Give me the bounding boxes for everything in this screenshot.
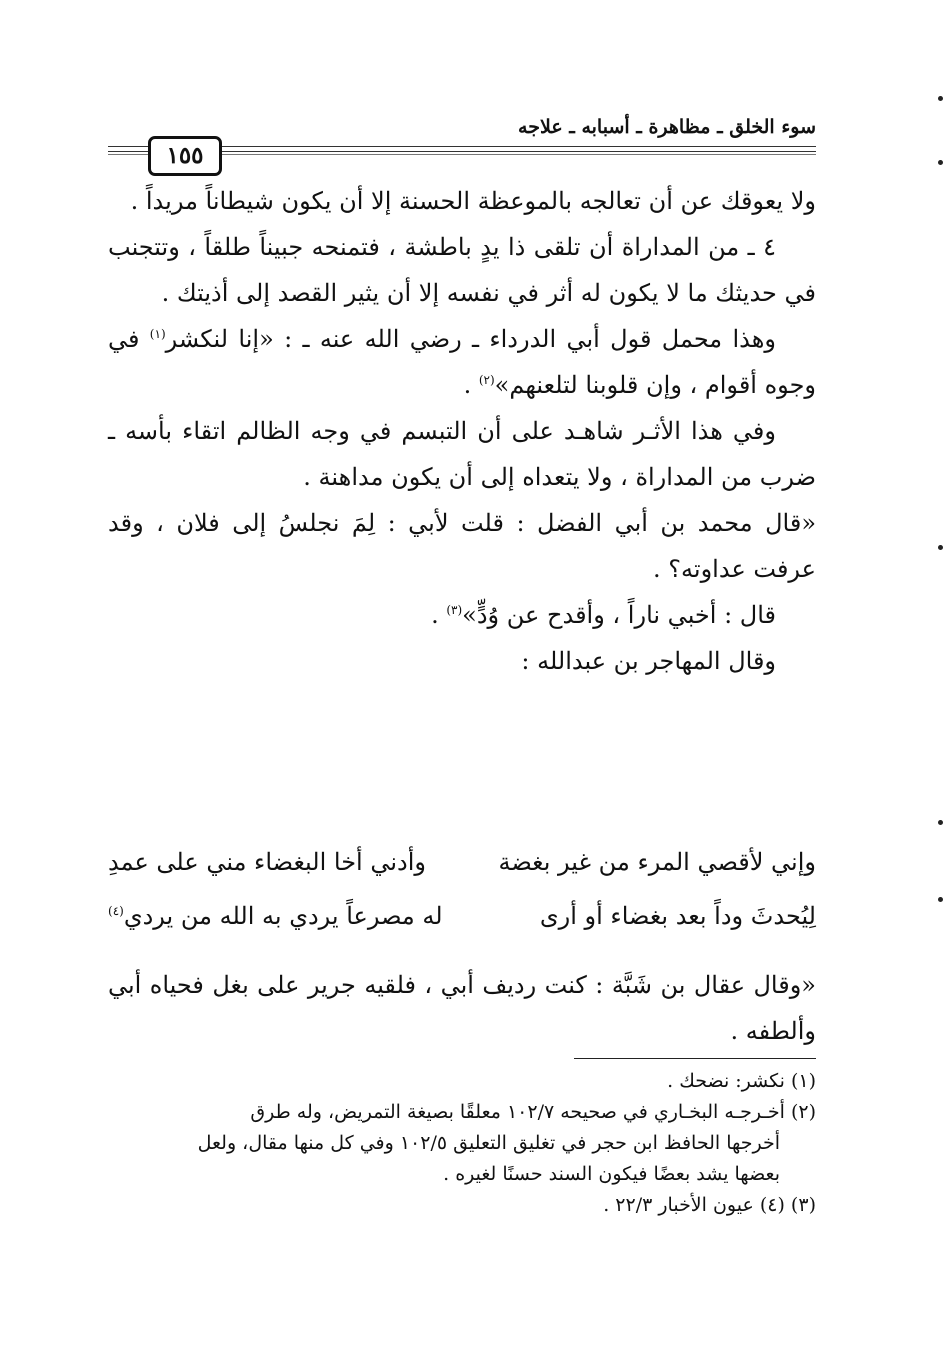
page-number: ١٥٥ [148, 136, 222, 176]
scan-mark [938, 897, 943, 902]
poem-hemistich-first: وإني لأقصي المرء من غير بغضة [498, 848, 816, 876]
quote-text: . [463, 371, 479, 399]
footnote: (٣) (٤) عيون الأخبار ٢٢/٣ . [603, 1194, 816, 1216]
main-text [108, 178, 816, 684]
footnote-ref: (١) [149, 327, 166, 341]
footnote-ref: (٢) [478, 373, 495, 387]
paragraph [108, 316, 816, 408]
footnote: (٢) أخـرجـه البخـاري في صحيحه ١٠٢/٧ معلقًا بصيغة التمريض، وله طرق [250, 1101, 816, 1123]
poem-hemistich-second: وأدني أخا البغضاء مني على عمدِ [108, 848, 426, 876]
quote-text: وهذا محمل قول أبي الدرداء ـ رضي الله عنه ـ : «إنا لنكشر [165, 325, 776, 353]
poem-line [108, 848, 816, 894]
paragraph: وفي هذا الأثـر شاهـد على أن التبسم في وجه الظالم اتقاء بأسه ـ ضرب من المداراة ، ولا يتعداه إلى أن يكون مداهنة . [108, 417, 816, 491]
quote-text: في وجوه أقوام ، وإن قلوبنا لتلعنهم» [108, 325, 816, 399]
footnote-separator [574, 1058, 816, 1059]
paragraph: «وقال عقال بن شَبَّة : كنت رديف أبي ، فلقيه جرير على بغل فحياه أبي وألطفه . [108, 971, 816, 1045]
poem-hemistich-second [108, 902, 443, 930]
paragraph: «قال محمد بن أبي الفضل : قلت لأبي : لِمَ نجلسُ إلى فلان ، وقد عرفت عداوته؟ . [108, 509, 816, 583]
running-title: سوء الخلق ـ مظاهرة ـ أسبابه ـ علاجه [518, 116, 816, 138]
footnote: بعضها يشد بعضًا فيكون السند حسنًا لغيره . [443, 1163, 780, 1185]
paragraph: ٤ ـ من المداراة أن تلقى ذا يدٍ باطشة ، فتمنحه جبيناً طلقاً ، وتتجنب في حديثك ما لا يكون له أثر في نفسه إلا أن يثير القصد إلى أذيتك . [108, 233, 816, 307]
paragraph: وقال المهاجر بن عبدالله : [521, 647, 776, 675]
footnote-ref: (٣) [446, 603, 463, 617]
scan-mark [938, 96, 943, 101]
poem-hemistich-first: لِيُحدثَ وداً بعد بغضاء أو أرى [539, 902, 816, 930]
main-text-continued [108, 962, 816, 1054]
footnote: (١) نكشر: نضحك . [667, 1070, 816, 1092]
footnotes [108, 1066, 816, 1221]
poem-text: له مصرعاً يردي به الله من يردي [123, 902, 443, 930]
footnote-ref: (٤) [108, 904, 124, 918]
quote-text: . [431, 601, 447, 629]
scan-mark [938, 160, 943, 165]
quote-text: قال : أخبي ناراً ، وأقدح عن وُدٍّ» [462, 601, 776, 629]
poem-line [108, 902, 816, 948]
paragraph [108, 592, 816, 638]
scan-mark [938, 820, 943, 825]
footnote: أخرجها الحافظ ابن حجر في تغليق التعليق ١٠٢/٥ وفي كل منها مقال، ولعل [197, 1132, 780, 1154]
page-header [108, 108, 816, 169]
scan-mark [938, 545, 943, 550]
paragraph: ولا يعوقك عن أن تعالجه بالموعظة الحسنة إلا أن يكون شيطاناً مريداً . [130, 187, 816, 215]
